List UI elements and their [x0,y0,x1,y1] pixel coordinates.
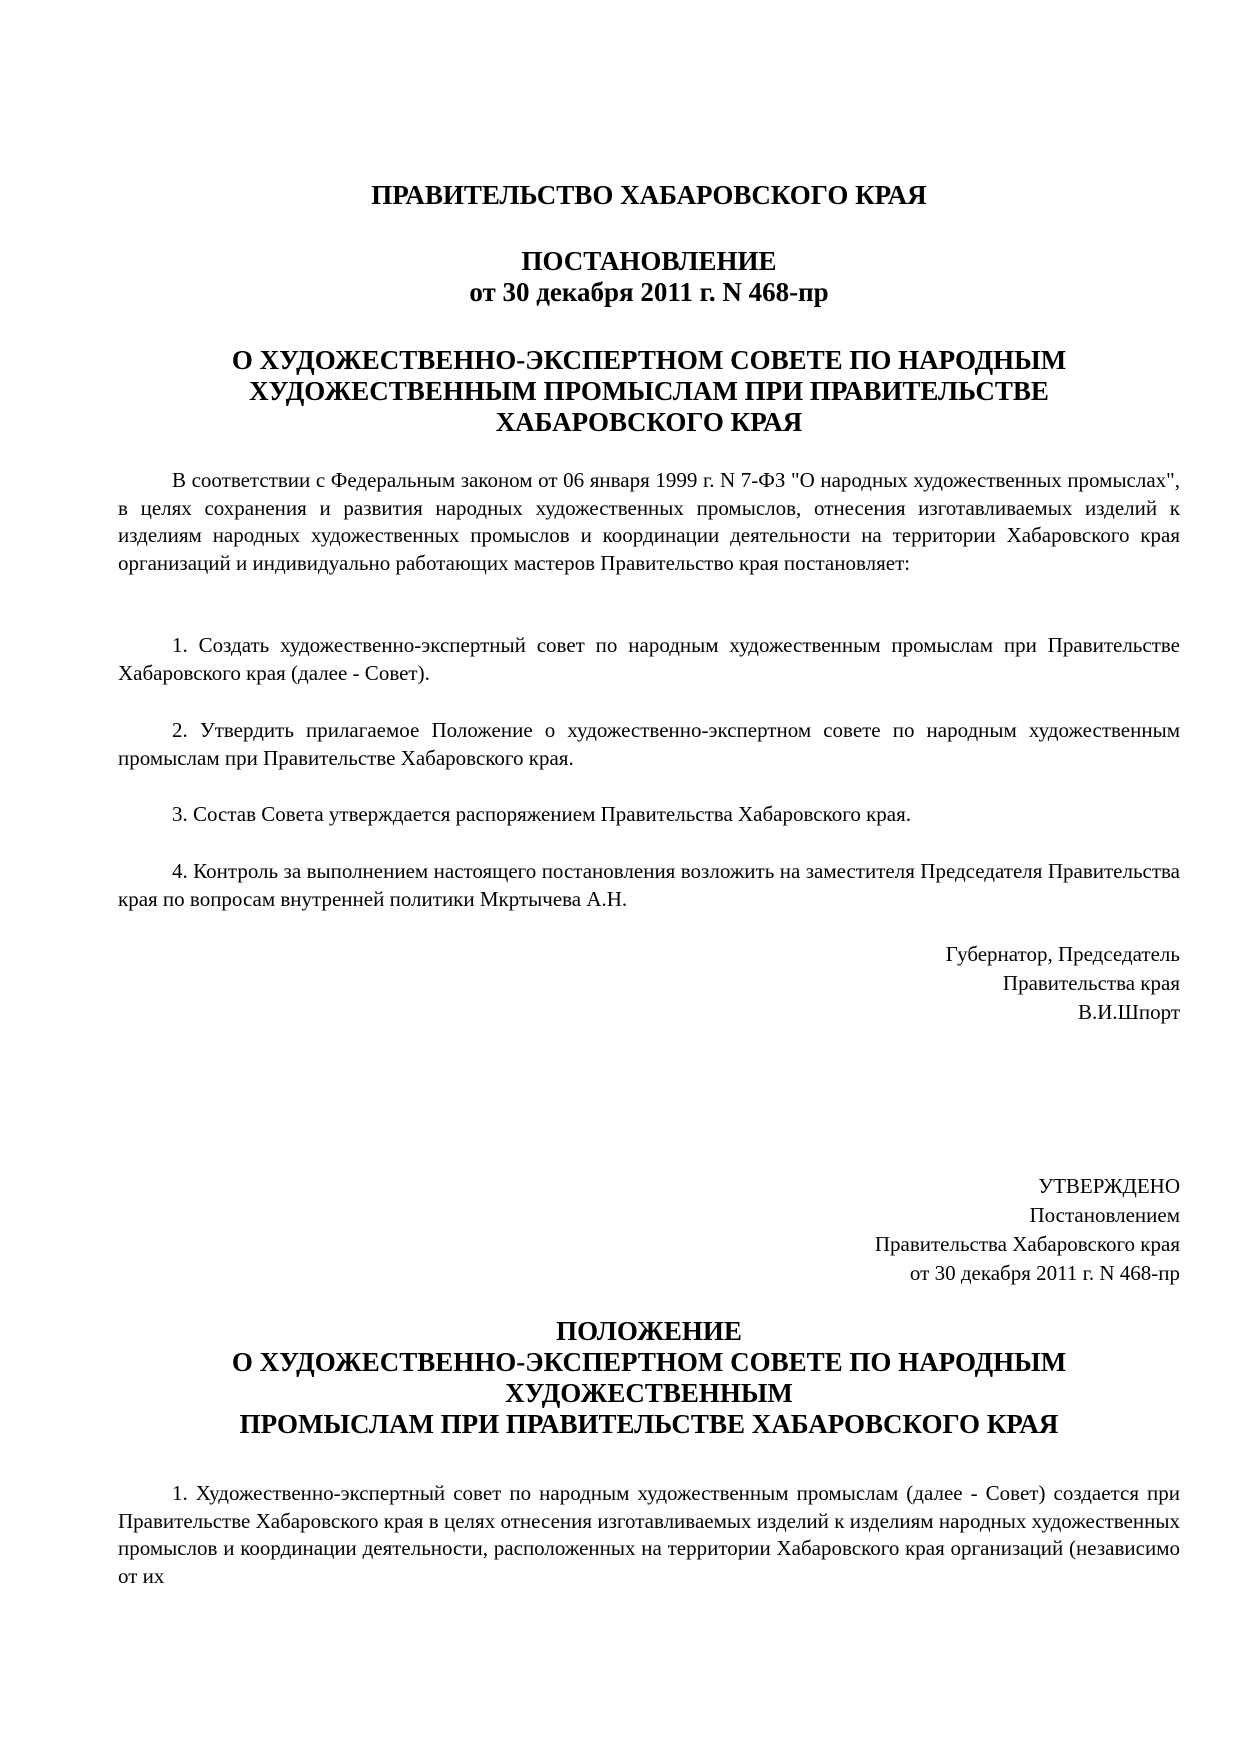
agency-header [118,180,1180,211]
approval-stamp [875,1172,1180,1288]
document-title-line: ХАБАРОВСКОГО КРАЯ [495,407,803,437]
signatory-position: Правительства края [1002,971,1180,995]
signatory-name: В.И.Шпорт [1078,1000,1180,1024]
decree-item-4: 4. Контроль за выполнением настоящего постановления возложить на заместителя Председателя Правительства края по вопросам внутренней политики Мкртычева А.Н. [118,859,1180,911]
document-title-line: О ХУДОЖЕСТВЕННО-ЭКСПЕРТНОМ СОВЕТЕ ПО НАРОДНЫМ [231,345,1067,375]
approval-line: от 30 декабря 2011 г. N 468-пр [909,1261,1180,1285]
preamble-paragraph: В соответствии с Федеральным законом от 06 января 1999 г. N 7-ФЗ "О народных художественных промыслах", в целях сохранения и развития народных художественных промыслов, отнесения изготавливаемых изделий к изделиям народных художественных промыслов и координации деятельности на территории Хабаровского края организаций и индивидуально работающих мастеров Правительство края постановляет: [118,468,1180,575]
document-date-number: от 30 декабря 2011 г. N 468-пр [469,277,829,307]
document-title [118,345,1180,438]
document-title-line: ХУДОЖЕСТВЕННЫМ ПРОМЫСЛАМ ПРИ ПРАВИТЕЛЬСТВЕ [249,376,1049,406]
signature-block [946,940,1180,1027]
decree-item-1: 1. Создать художественно-экспертный совет по народным художественным промыслам при Правительстве Хабаровского края (далее - Совет). [118,633,1180,685]
decree-item-3: 3. Состав Совета утверждается распоряжением Правительства Хабаровского края. [172,802,912,826]
regulation-title-line: О ХУДОЖЕСТВЕННО-ЭКСПЕРТНОМ СОВЕТЕ ПО НАРОДНЫМ [231,1347,1067,1377]
agency-name: ПРАВИТЕЛЬСТВО ХАБАРОВСКОГО КРАЯ [371,180,927,210]
regulation-title-line: ХУДОЖЕСТВЕННЫМ [505,1378,793,1408]
regulation-title-line: ПОЛОЖЕНИЕ [556,1316,742,1346]
approval-label: УТВЕРЖДЕНО [1038,1174,1180,1198]
approval-line: Постановлением [1029,1203,1180,1227]
regulation-title [118,1316,1180,1440]
decree-heading [118,246,1180,308]
regulation-title-line: ПРОМЫСЛАМ ПРИ ПРАВИТЕЛЬСТВЕ ХАБАРОВСКОГО КРАЯ [239,1409,1059,1439]
approval-line: Правительства Хабаровского края [874,1232,1180,1256]
signatory-position: Губернатор, Председатель [945,942,1180,966]
decree-item-2: 2. Утвердить прилагаемое Положение о художественно-экспертном совете по народным художественным промыслам при Правительстве Хабаровского края. [118,718,1180,770]
document-type: ПОСТАНОВЛЕНИЕ [521,246,777,276]
regulation-item-1: 1. Художественно-экспертный совет по народным художественным промыслам (далее - Совет) создается при Правительстве Хабаровского края в целях отнесения изготавливаемых изделий к изделиям народных художественных промыслов и координации деятельности, расположенных на территории Хабаровского края организаций (независимо от их [118,1481,1180,1588]
